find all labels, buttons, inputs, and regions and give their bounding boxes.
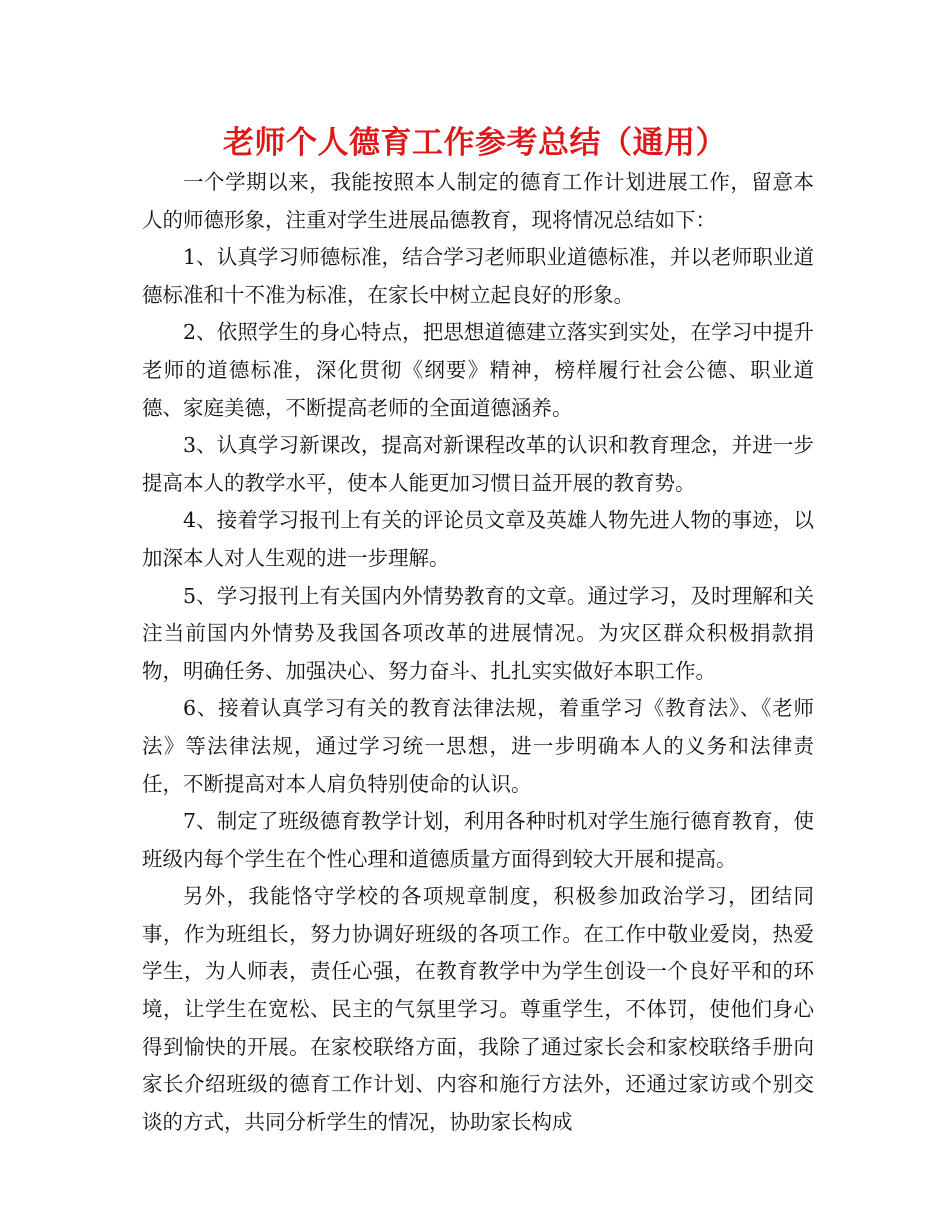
intro-paragraph: 一个学期以来，我能按照本人制定的德育工作计划进展工作，留意本人的师德形象，注重对学生进展品德教育，现将情况总结如下：: [142, 170, 814, 232]
document-body: [142, 164, 814, 1141]
item-paragraph-7: 7、制定了班级德育教学计划，利用各种时机对学生施行德育教育，使班级内每个学生在个性心理和道德质量方面得到较大开展和提高。: [142, 809, 814, 871]
item-paragraph-5: 5、学习报刊上有关国内外情势教育的文章。通过学习，及时理解和关注当前国内外情势及我国各项改革的进展情况。为灾区群众积极捐款捐物，明确任务、加强决心、努力奋斗、扎扎实实做好本职工作。: [142, 583, 814, 683]
item-paragraph-6: 6、接着认真学习有关的教育法律法规，着重学习《教育法》、《老师法》等法律法规，通过学习统一思想，进一步明确本人的义务和法律责任，不断提高对本人肩负特别使命的认识。: [142, 696, 814, 796]
item-paragraph-3: 3、认真学习新课改，提高对新课程改革的认识和教育理念，并进一步提高本人的教学水平，使本人能更加习惯日益开展的教育势。: [142, 433, 814, 495]
closing-paragraph: 另外，我能恪守学校的各项规章制度，积极参加政治学习，团结同事，作为班组长，努力协调好班级的各项工作。在工作中敬业爱岗，热爱学生，为人师表，责任心强，在教育教学中为学生创设一个良好平和的环境，让学生在宽松、民主的气氛里学习。尊重学生，不体罚，使他们身心得到愉快的开展。在家校联络方面，我除了通过家长会和家校联络手册向家长介绍班级的德育工作计划、内容和施行方法外，还通过家访或个别交谈的方式，共同分析学生的情况，协助家长构成: [142, 884, 814, 1134]
item-paragraph-2: 2、依照学生的身心特点，把思想道德建立落实到实处，在学习中提升老师的道德标准，深化贯彻《纲要》精神，榜样履行社会公德、职业道德、家庭美德，不断提高老师的全面道德涵养。: [142, 320, 814, 420]
item-paragraph-4: 4、接着学习报刊上有关的评论员文章及英雄人物先进人物的事迹，以加深本人对人生观的进一步理解。: [142, 508, 814, 570]
document-title: 老师个人德育工作参考总结（通用）: [223, 125, 727, 161]
item-paragraph-1: 1、认真学习师德标准，结合学习老师职业道德标准，并以老师职业道德标准和十不准为标准，在家长中树立起良好的形象。: [142, 245, 814, 307]
